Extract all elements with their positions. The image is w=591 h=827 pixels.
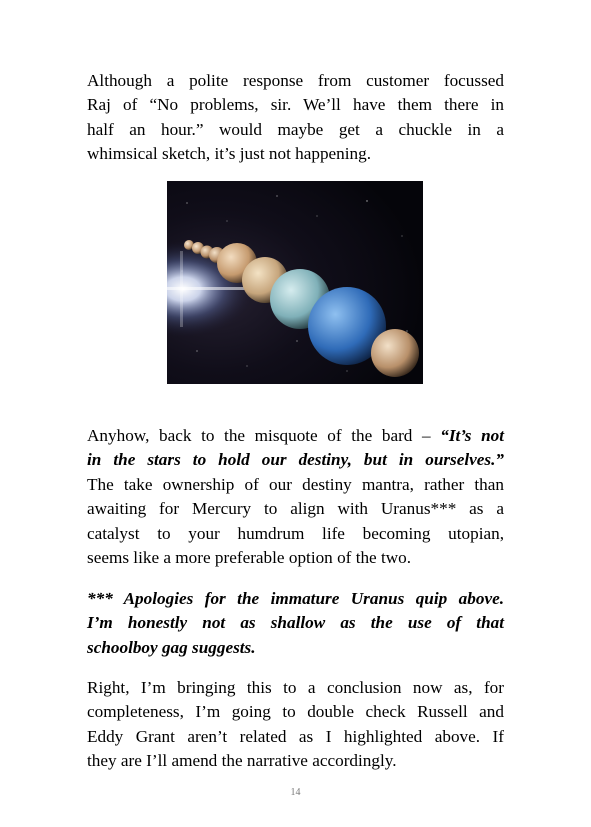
quote-line: in the stars to hold our destiny, but in ourselves.” <box>87 450 504 470</box>
paragraph-conclusion <box>87 676 504 774</box>
paragraph-raj-response <box>87 69 504 167</box>
text-line: schoolboy gag suggests. <box>87 637 256 657</box>
text-line: seems like a more preferable option of the two. <box>87 548 412 568</box>
text-line: Eddy Grant aren’t related as I highlighted above. If <box>87 726 504 746</box>
text-line: whimsical sketch, it’s just not happening. <box>87 144 372 164</box>
text-line: Although a polite response from customer focussed <box>87 71 504 90</box>
page-number: 14 <box>290 787 301 798</box>
text-line: Right, I’m bringing this to a conclusion now as, for <box>87 678 504 697</box>
text-line: The take ownership of our destiny mantra, rather than <box>87 474 504 494</box>
text-line: half an hour.” would maybe get a chuckle in a <box>87 119 504 139</box>
text-line: *** Apologies for the immature Uranus quip above. <box>87 589 504 608</box>
quote-segment: “It’s not <box>440 426 504 445</box>
text-line: they are I’ll amend the narrative accordingly. <box>87 751 397 771</box>
text-line: catalyst to your humdrum life becoming utopian, <box>87 523 504 543</box>
text-line: Raj of “No problems, sir. We’ll have them there in <box>87 95 504 115</box>
text-line: I’m honestly not as shallow as the use of that <box>87 613 504 633</box>
text-line: completeness, I’m going to double check Russell and <box>87 702 504 722</box>
paragraph-apology-note <box>87 587 504 660</box>
planets-alignment-image <box>167 181 423 384</box>
text-line <box>87 424 504 448</box>
planets-illustration <box>167 181 423 384</box>
text-segment: Anyhow, back to the misquote of the bard – <box>87 426 441 445</box>
paragraph-bard-misquote <box>87 424 504 570</box>
text-line: awaiting for Mercury to align with Uranus*** as a <box>87 499 504 519</box>
